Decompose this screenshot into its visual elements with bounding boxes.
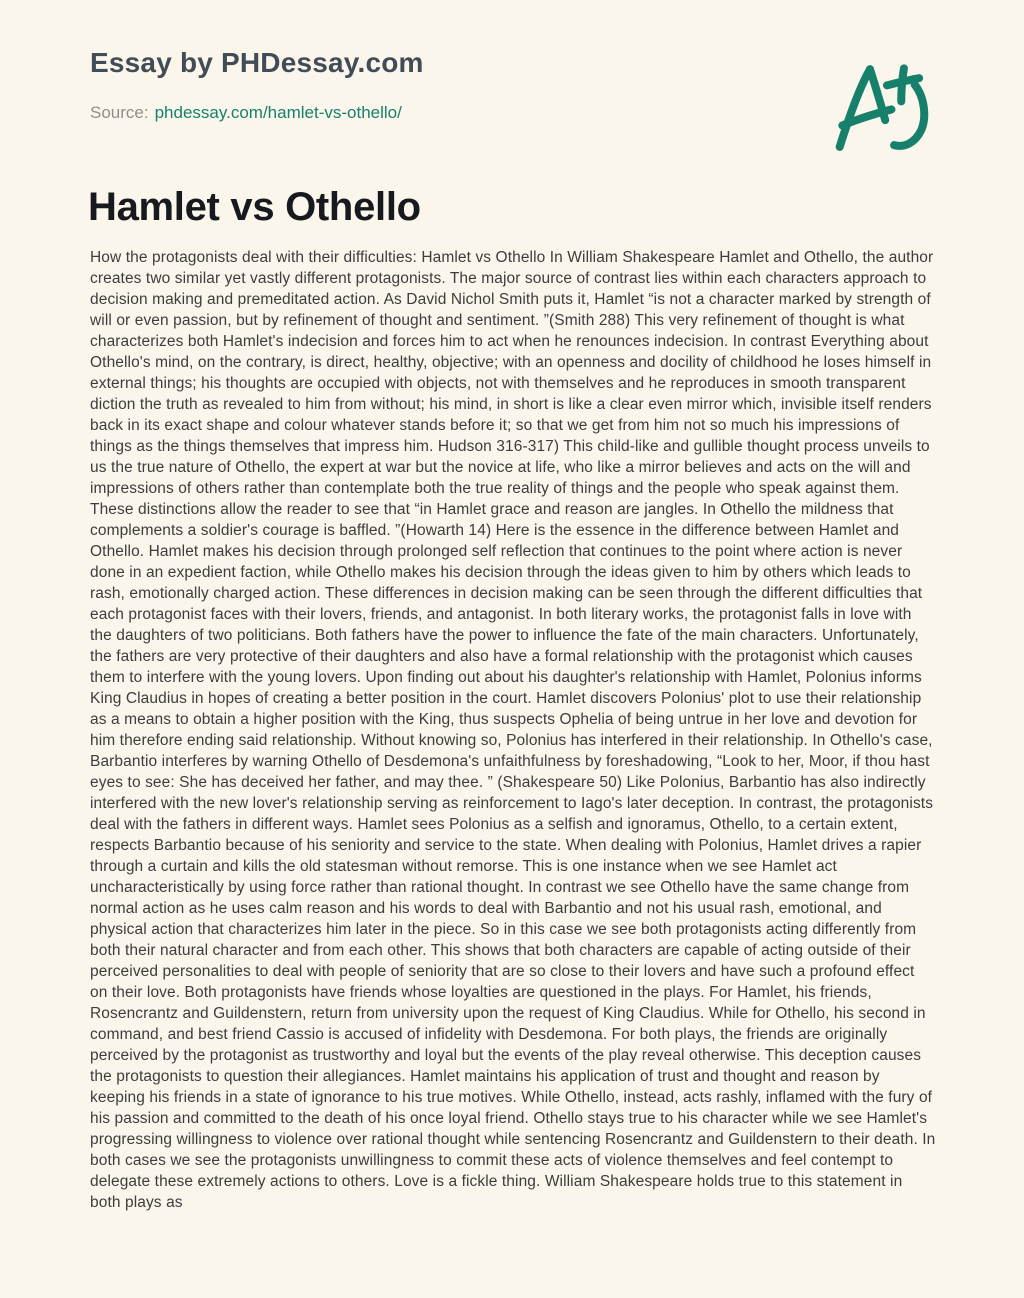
- source-line: [90, 101, 402, 125]
- essay-body: [90, 247, 936, 1257]
- source-link[interactable]: phdessay.com/hamlet-vs-othello/: [154, 103, 402, 122]
- source-label: Source:: [90, 103, 149, 122]
- a-plus-logo-icon: [826, 55, 964, 171]
- essay-paragraph: How the protagonists deal with their difficulties: Hamlet vs Othello In William Shakespeare Hamlet and Othello, the author creates two similar yet vastly different protagonists. The major source of contrast lies within each characters approach to decision making and premeditated action. As David Nichol Smith puts it, Hamlet “is not a character marked by strength of will or even passion, but by refinement of thought and sentiment. ”(Smith 288) This very refinement of thought is what characterizes both Hamlet's indecision and forces him to act when he renounces indecision. In contrast Everything about Othello's mind, on the contrary, is direct, healthy, objective; with an openness and docility of childhood he loses himself in external things; his thoughts are occupied with objects, not with themselves and he reproduces in smooth transparent diction the truth as revealed to him from without; his mind, in short is like a clear even mirror which, invisible itself renders back in its exact shape and colour whatever stands before it; so that we get from him not so much his impressions of things as the things themselves that impress him. Hudson 316-317) This child-like and gullible thought process unveils to us the true nature of Othello, the expert at war but the novice at life, who like a mirror believes and acts on the will and impressions of others rather than contemplate both the true reality of things and the people who speak against them. These distinctions allow the reader to see that “in Hamlet grace and reason are jangles. In Othello the mildness that complements a soldier's courage is baffled. ”(Howarth 14) Here is the essence in the difference between Hamlet and Othello. Hamlet makes his decision through prolonged self reflection that continues to the point where action is never done in an expedient faction, while Othello makes his decision through the ideas given to him by others which leads to rash, emotionally charged action. These differences in decision making can be seen through the different difficulties that each protagonist faces with their lovers, friends, and antagonist. In both literary works, the protagonist falls in love with the daughters of two politicians. Both fathers have the power to influence the fate of the main characters. Unfortunately, the fathers are very protective of their daughters and also have a formal relationship with the protagonist which causes them to interfere with the young lovers. Upon finding out about his daughter's relationship with Hamlet, Polonius informs King Claudius in hopes of creating a better position in the court. Hamlet discovers Polonius' plot to use their relationship as a means to obtain a higher position with the King, thus suspects Ophelia of being untrue in her love and devotion for him therefore ending said relationship. Without knowing so, Polonius has interfered in their relationship. In Othello's case, Barbantio interferes by warning Othello of Desdemona's unfaithfulness by foreshadowing, “Look to her, Moor, if thou hast eyes to see: She has deceived her father, and may thee. ” (Shakespeare 50) Like Polonius, Barbantio has also indirectly interfered with the new lover's relationship serving as reinforcement to Iago's later deception. In contrast, the protagonists deal with the fathers in different ways. Hamlet sees Polonius as a selfish and ignoramus, Othello, to a certain extent, respects Barbantio because of his seniority and service to the state. When dealing with Polonius, Hamlet drives a rapier through a curtain and kills the old statesman without remorse. This is one instance when we see Hamlet act uncharacteristically by using force rather than rational thought. In contrast we see Othello have the same change from normal action as he uses calm reason and his words to deal with Barbantio and not his usual rash, emotional, and physical action that characterizes him later in the piece. So in this case we see both protagonists acting differently from both their natural character and from each other. This shows that both characters are capable of acting outside of their perceived personalities to deal with people of seniority that are so close to their lovers and have such a profound effect on their love. Both protagonists have friends whose loyalties are questioned in the plays. For Hamlet, his friends, Rosencrantz and Guildenstern, return from university upon the request of King Claudius. While for Othello, his second in command, and best friend Cassio is accused of infidelity with Desdemona. For both plays, the friends are originally perceived by the protagonist as trustworthy and loyal but the events of the play reveal otherwise. This deception causes the protagonists to question their allegiances. Hamlet maintains his application of trust and thought and reason by keeping his friends in a state of ignorance to his true motives. While Othello, instead, acts rashly, inflamed with the fury of his passion and committed to the death of his once loyal friend. Othello stays true to his character while we see Hamlet's progressing willingness to violence over rational thought while sentencing Rosencrantz and Guildenstern to their death. In both cases we see the protagonists unwillingness to commit these acts of violence themselves and feel contempt to delegate these extremely actions to others. Love is a fickle thing. William Shakespeare holds true to this statement in both plays as: [90, 249, 936, 1211]
- page-header-title: Essay by PHDessay.com: [90, 47, 424, 78]
- essay-title: Hamlet vs Othello: [88, 185, 421, 229]
